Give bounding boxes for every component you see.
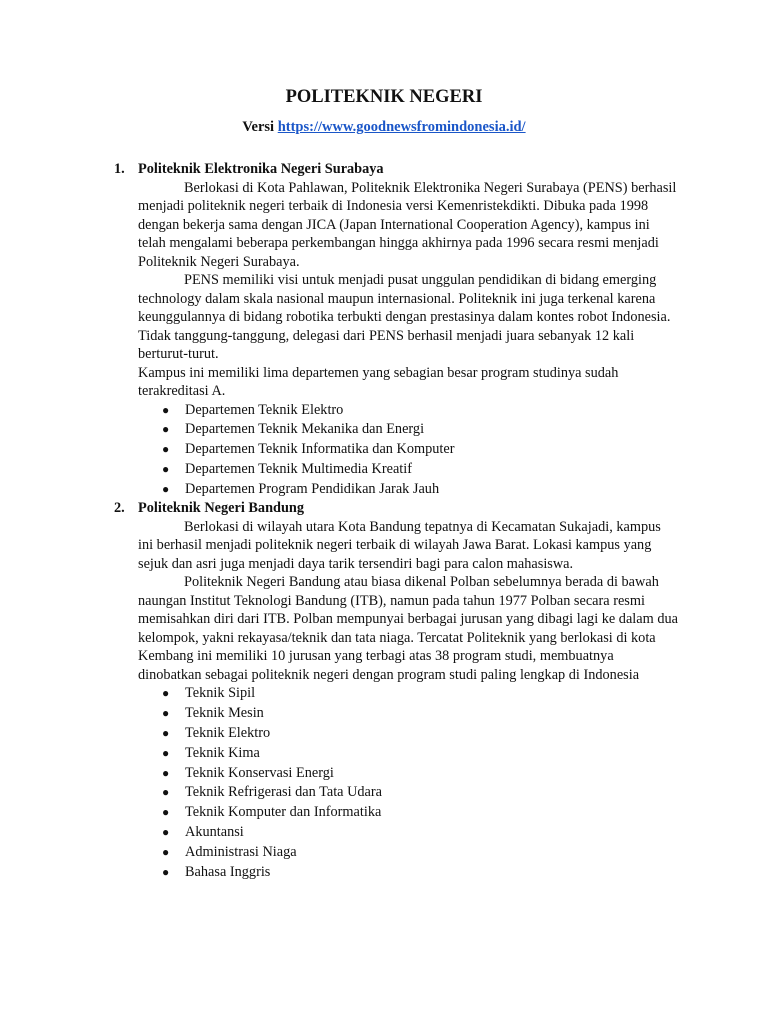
source-prefix: Versi [242,119,275,135]
bullet-icon: ● [162,825,170,840]
list-item-label: Teknik Mesin [185,705,264,722]
section-number: 2. [114,500,125,517]
list-item [138,420,678,440]
section-number: 1. [114,161,125,177]
list-item-label: Departemen Teknik Mekanika dan Energi [185,421,425,438]
major-list [138,684,678,882]
list-item [138,480,678,500]
bullet-icon: ● [162,402,170,417]
department-list [138,401,678,500]
list-item-label: Teknik Elektro [185,725,271,742]
list-item-label: Departemen Program Pendidikan Jarak Jauh [185,480,440,497]
bullet-icon: ● [162,706,170,721]
list-item [138,764,678,784]
bullet-icon: ● [162,805,170,820]
list-item [138,401,678,421]
page-title: POLITEKNIK NEGERI [285,87,483,107]
bullet-icon: ● [162,785,170,800]
bullet-icon: ● [162,765,170,780]
list-item [138,843,678,863]
section-title: Politeknik Elektronika Negeri Surabaya [138,161,384,177]
section-heading [114,499,678,518]
bullet-icon: ● [162,726,170,741]
list-item [138,803,678,823]
bullet-icon: ● [162,844,170,859]
list-item-label: Teknik Kima [185,744,260,761]
bullet-icon: ● [162,745,170,760]
list-item-label: Teknik Konservasi Energi [185,764,334,781]
document-body [114,160,678,882]
list-item-label: Akuntansi [185,824,244,841]
list-item [138,724,678,744]
list-intro: Kampus ini memiliki lima departemen yang sebagian besar program studinya sudah terakreditasi A. [138,364,619,399]
list-item [138,440,678,460]
bullet-icon: ● [162,422,170,437]
list-item-label: Administrasi Niaga [185,843,297,860]
list-item-label: Departemen Teknik Multimedia Kreatif [185,460,413,477]
bullet-icon: ● [162,864,170,879]
list-item [138,783,678,803]
paragraph: Berlokasi di Kota Pahlawan, Politeknik Elektronika Negeri Surabaya (PENS) berhasil menjadi politeknik negeri terbaik di Indonesia versi Kemenristekdikti. Dibuka pada 1998 dengan bekerja sama dengan JICA (Japan International Cooperation Agency), kampus ini telah mengalami beberapa perkembangan hingga akhirnya pada 1996 secara resmi menjadi Politeknik Negeri Surabaya. [138,179,677,270]
list-item-label: Teknik Komputer dan Informatika [185,804,382,821]
list-item-label: Departemen Teknik Informatika dan Komputer [185,441,455,458]
list-item [138,460,678,480]
list-item [138,704,678,724]
list-item [138,744,678,764]
list-item-label: Teknik Refrigerasi dan Tata Udara [185,784,383,801]
bullet-icon: ● [162,481,170,496]
section-title: Politeknik Negeri Bandung [138,500,305,517]
list-item [138,684,678,704]
paragraph: PENS memiliki visi untuk menjadi pusat unggulan pendidikan di bidang emerging technology dalam skala nasional maupun internasional. Politeknik ini juga terkenal karena keunggulannya di bidang robotika terbukti dengan prestasinya dalam kontes robot Indonesia. Tidak tanggung-tanggung, delegasi dari PENS berhasil menjadi juara sebanyak 12 kali berturut-turut. [138,272,671,362]
list-item-label: Bahasa Inggris [185,863,271,880]
paragraph: Politeknik Negeri Bandung atau biasa dikenal Polban sebelumnya berada di bawah naungan Institut Teknologi Bandung (ITB), namun pada tahun 1977 Polban secara resmi memisahkan diri dari ITB. Polban mempunyai berbagai jurusan yang dibagi lagi ke dalam dua kelompok, yakni rekayasa/teknik dan tata niaga. Tercatat Politeknik yang berlokasi di kota Kembang ini memiliki 10 jurusan yang terbagi atas 38 program studi, membuatnya dinobatkan sebagai politeknik negeri dengan program studi paling lengkap di Indonesia [138,574,678,683]
bullet-icon: ● [162,686,170,701]
source-link[interactable]: https://www.goodnewsfromindonesia.id/ [277,119,526,135]
list-item [138,823,678,843]
list-item-label: Departemen Teknik Elektro [185,401,344,418]
list-item [138,863,678,883]
bullet-icon: ● [162,461,170,476]
bullet-icon: ● [162,442,170,457]
list-item-label: Teknik Sipil [185,685,256,702]
section-heading [114,160,678,179]
source-line [0,117,768,137]
paragraph: Berlokasi di wilayah utara Kota Bandung tepatnya di Kecamatan Sukajadi, kampus ini berhasil menjadi politeknik negeri terbaik di wilayah Jawa Barat. Lokasi kampus yang sejuk dan asri juga menjadi daya tarik tersendiri bagi para calon mahasiswa. [138,518,661,572]
